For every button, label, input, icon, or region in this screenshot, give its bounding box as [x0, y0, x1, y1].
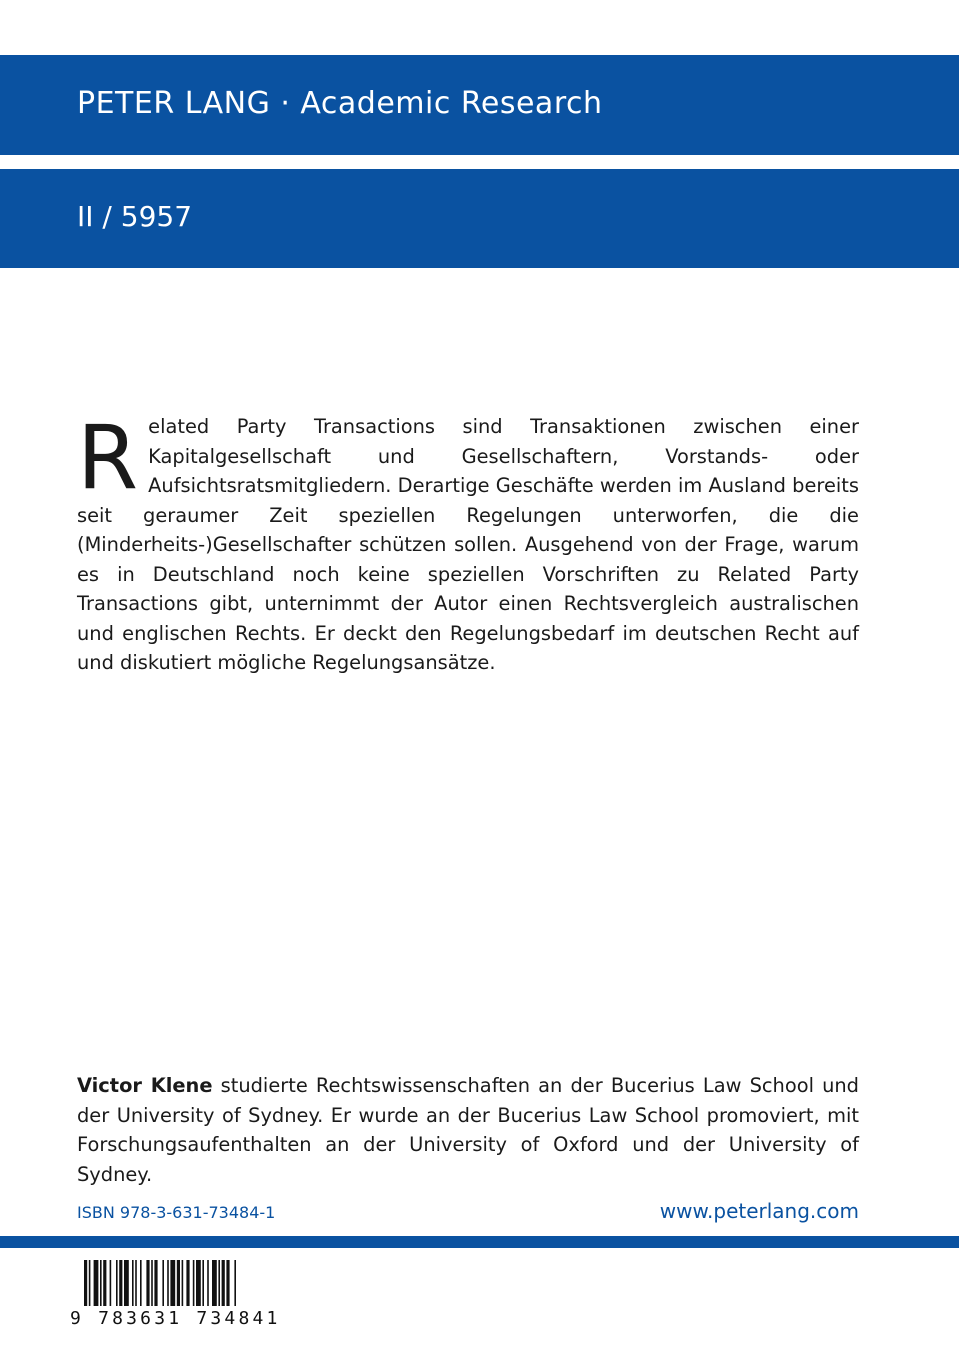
barcode-digits: 9 783631 734841 [70, 1308, 281, 1329]
barcode-bar [167, 1260, 169, 1306]
barcode-bar [103, 1260, 106, 1306]
barcode-bar [212, 1260, 217, 1306]
publisher-band [0, 55, 959, 155]
book-description [77, 406, 859, 678]
barcode-bar [132, 1260, 134, 1306]
description-text: elated Party Transactions sind Transaktionen zwischen einer Kapitalgesellschaft und Gesellschaftern, Vorstands- oder Aufsichtsratsmitgliedern. Derartige Geschäfte werden im Ausland bereits seit geraumer Zeit speziellen Regelungen unterworfen, die die (Minderheits-)Gesellschafter schützen sollen. Ausgehend von der Frage, warum es in Deutschland noch keine speziellen Vorschriften zu Related Party Transactions gibt, unternimmt der Autor einen Rechtsvergleich australischen und englischen Rechts. Er deckt den Regelungsbedarf im deutschen Recht auf und diskutiert mögliche Regelungsansätze. [77, 415, 859, 674]
barcode-bar [162, 1260, 164, 1306]
isbn-label: ISBN 978-3-631-73484-1 [77, 1203, 276, 1222]
barcode-bar [226, 1260, 229, 1306]
footer-rule [0, 1236, 959, 1248]
barcode-bar [110, 1260, 112, 1306]
barcode-bar [207, 1260, 209, 1306]
barcode-bar [89, 1260, 91, 1306]
barcode-bar [182, 1260, 184, 1306]
barcode-bar [124, 1260, 129, 1306]
barcode-bar [196, 1260, 201, 1306]
series-number: II / 5957 [77, 200, 193, 233]
barcode-bar [218, 1260, 220, 1306]
barcode-bar [177, 1260, 180, 1306]
publisher-line: PETER LANG · Academic Research [77, 86, 603, 121]
barcode-bar [186, 1260, 189, 1306]
drop-cap: R [77, 406, 139, 509]
barcode-bar [154, 1260, 157, 1306]
author-bio-text: studierte Rechtswissenschaften an der Bucerius Law School und der University of Sydney. Er wurde an der Bucerius Law School promoviert, mit Forschungsaufenthalten an der University of Oxford und der University of Sydney. [77, 1074, 859, 1186]
barcode-bar [119, 1260, 122, 1306]
barcode-bar [146, 1260, 149, 1306]
barcode-bar [170, 1260, 175, 1306]
barcode-bars [70, 1258, 280, 1308]
barcode-bar [140, 1260, 142, 1306]
barcode-bar [193, 1260, 195, 1306]
barcode-bar [135, 1260, 137, 1306]
barcode-bar [202, 1260, 204, 1306]
barcode-bar [234, 1260, 236, 1306]
author-name: Victor Klene [77, 1074, 213, 1097]
barcode [70, 1258, 280, 1330]
barcode-bar [151, 1260, 153, 1306]
barcode-bar [116, 1260, 118, 1306]
barcode-bar [222, 1260, 225, 1306]
barcode-bar [94, 1260, 99, 1306]
author-bio [77, 1071, 859, 1189]
barcode-bar [84, 1260, 87, 1306]
website-link[interactable]: www.peterlang.com [659, 1199, 859, 1223]
series-band [0, 169, 959, 268]
barcode-bar [100, 1260, 102, 1306]
